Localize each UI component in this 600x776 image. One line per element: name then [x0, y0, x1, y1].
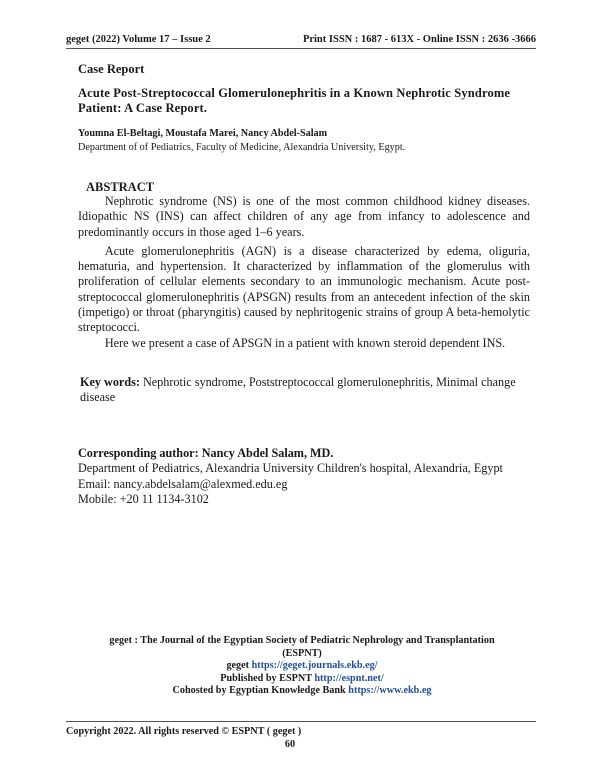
- journal-site-line: [90, 660, 514, 673]
- publisher-line: [90, 673, 514, 686]
- cohost-line: [90, 685, 514, 698]
- journal-footer: [90, 635, 514, 698]
- abstract-paragraph: Acute glomerulonephritis (AGN) is a disease characterized by edema, oliguria, hematuria, and hypertension. It characterized by inflammation of the glomerulus with proliferation of cellular elements secondary to an immunologic mechanism. Acute post-streptococcal glomerulonephritis (APSGN) results from an antecedent infection of the skin (impetigo) or throat (pharyngitis) caused by nephritogenic strains of group A beta-hemolytic streptococci.: [78, 243, 530, 335]
- corresponding-author: [78, 446, 518, 507]
- corresponding-mobile: Mobile: +20 11 1134-3102: [78, 491, 209, 506]
- abstract-paragraph: Nephrotic syndrome (NS) is one of the most common childhood kidney diseases. Idiopathic NS (INS) can affect children of any age from infancy to adolescence and predominantly occurs in those aged 1–6 years.: [78, 194, 530, 239]
- cohost-prefix: Cohosted by Egyptian Knowledge Bank: [172, 685, 346, 697]
- journal-name: geget : The Journal of the Egyptian Society of Pediatric Nephrology and Transplantation (ESPNT): [109, 635, 495, 659]
- keywords: [80, 375, 520, 406]
- abstract-heading: ABSTRACT: [86, 180, 155, 194]
- corresponding-label: Corresponding author: Nancy Abdel Salam, MD.: [78, 446, 334, 460]
- header-rule: [66, 48, 536, 49]
- journal-site-prefix: geget: [226, 660, 250, 672]
- publisher-link[interactable]: http://espnt.net/: [314, 672, 384, 684]
- footer-rule: [66, 721, 536, 722]
- author-list: Youmna El-Beltagi, Moustafa Marei, Nancy Abdel-Salam: [78, 128, 328, 139]
- keywords-text: Nephrotic syndrome, Poststreptococcal glomerulonephritis, Minimal change disease: [80, 375, 516, 405]
- article-title: Acute Post-Streptococcal Glomerulonephritis in a Known Nephrotic Syndrome Patient: A Case Report.: [78, 86, 511, 115]
- page-number: 60: [284, 739, 296, 750]
- corresponding-department: Department of Pediatrics, Alexandria University Children's hospital, Alexandria, Egypt: [78, 461, 503, 476]
- corresponding-email: Email: nancy.abdelsalam@alexmed.edu.eg: [78, 476, 288, 491]
- copyright: Copyright 2022. All rights reserved © ESPNT ( geget ): [66, 726, 302, 737]
- abstract-paragraph: Here we present a case of APSGN in a patient with known steroid dependent INS.: [104, 335, 506, 350]
- running-header-left: geget (2022) Volume 17 – Issue 2: [66, 34, 211, 45]
- cohost-link[interactable]: https://www.ekb.eg: [348, 685, 432, 697]
- running-header-right: Print ISSN : 1687 - 613X - Online ISSN : 2636 -3666: [302, 34, 536, 45]
- publisher-prefix: Published by ESPNT: [220, 672, 312, 684]
- keywords-label: Key words:: [80, 375, 140, 389]
- article-type: Case Report: [78, 62, 145, 76]
- abstract-body: [78, 194, 530, 351]
- journal-site-link[interactable]: https://geget.journals.ekb.eg/: [251, 660, 378, 672]
- affiliation: Department of of Pediatrics, Faculty of Medicine, Alexandria University, Egypt.: [78, 142, 406, 153]
